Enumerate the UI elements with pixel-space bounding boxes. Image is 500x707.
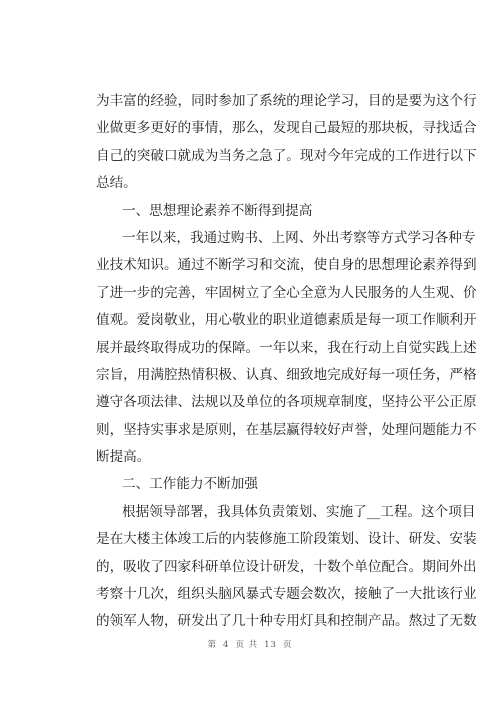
- text-line: 展并最终取得成功的保障。一年以来，我在行动上自觉实践上述: [96, 339, 477, 356]
- text-line: 业技术知识。通过不断学习和交流，使自身的思想理论素养得到: [96, 257, 477, 274]
- text-line: 考察十几次，组织头脑风暴式专题会数次，接触了一大批该行业: [96, 586, 477, 603]
- text-line: 总结。: [96, 175, 137, 192]
- footer-suffix: 页: [282, 640, 293, 650]
- text-line: 为丰富的经验，同时参加了系统的理论学习，目的是要为这个行: [96, 93, 477, 109]
- section-heading: 二、工作能力不断加强: [122, 476, 258, 493]
- text-line: 的领军人物，研发出了几十种专用灯具和控制产品。熬过了无数: [96, 613, 477, 630]
- section-heading: 一、思想理论素养不断得到提高: [122, 202, 313, 219]
- footer-prefix: 第: [207, 640, 218, 650]
- text-line: 断提高。: [96, 449, 151, 466]
- page-footer: [0, 638, 500, 650]
- document-body: [96, 88, 477, 636]
- text-line: 是在大楼主体竣工后的内装修施工阶段策划、设计、研发、安装: [96, 531, 477, 548]
- text-line: 遵守各项法律、法规以及单位的各项规章制度，坚持公平公正原: [96, 394, 477, 411]
- text-line: 宗旨，用满腔热情积极、认真、细致地完成好每一项任务，严格: [96, 366, 477, 383]
- total-pages: 13: [264, 640, 277, 650]
- footer-middle: 页 共: [235, 640, 259, 650]
- text-line: 则，坚持实事求是原则，在基层赢得较好声誉，处理问题能力不: [96, 421, 477, 438]
- text-line: 业做更多更好的事情，那么，发现自己最短的那块板，寻找适合: [96, 120, 477, 137]
- text-line: 一年以来，我通过购书、上网、外出考察等方式学习各种专: [122, 229, 476, 246]
- text-line: 值观。爱岗敬业，用心敬业的职业道德素质是每一项工作顺利开: [96, 312, 477, 329]
- text-line: 根据领导部署，我具体负责策划、实施了__工程。这个项目: [122, 503, 476, 520]
- text-line: 了进一步的完善，牢固树立了全心全意为人民服务的人生观、价: [96, 284, 477, 301]
- text-line: 的，吸收了四家科研单位设计研发，十数个单位配合。期间外出: [96, 558, 477, 575]
- page-number: 4: [223, 640, 230, 650]
- text-line: 自己的突破口就成为当务之急了。现对今年完成的工作进行以下: [96, 147, 477, 164]
